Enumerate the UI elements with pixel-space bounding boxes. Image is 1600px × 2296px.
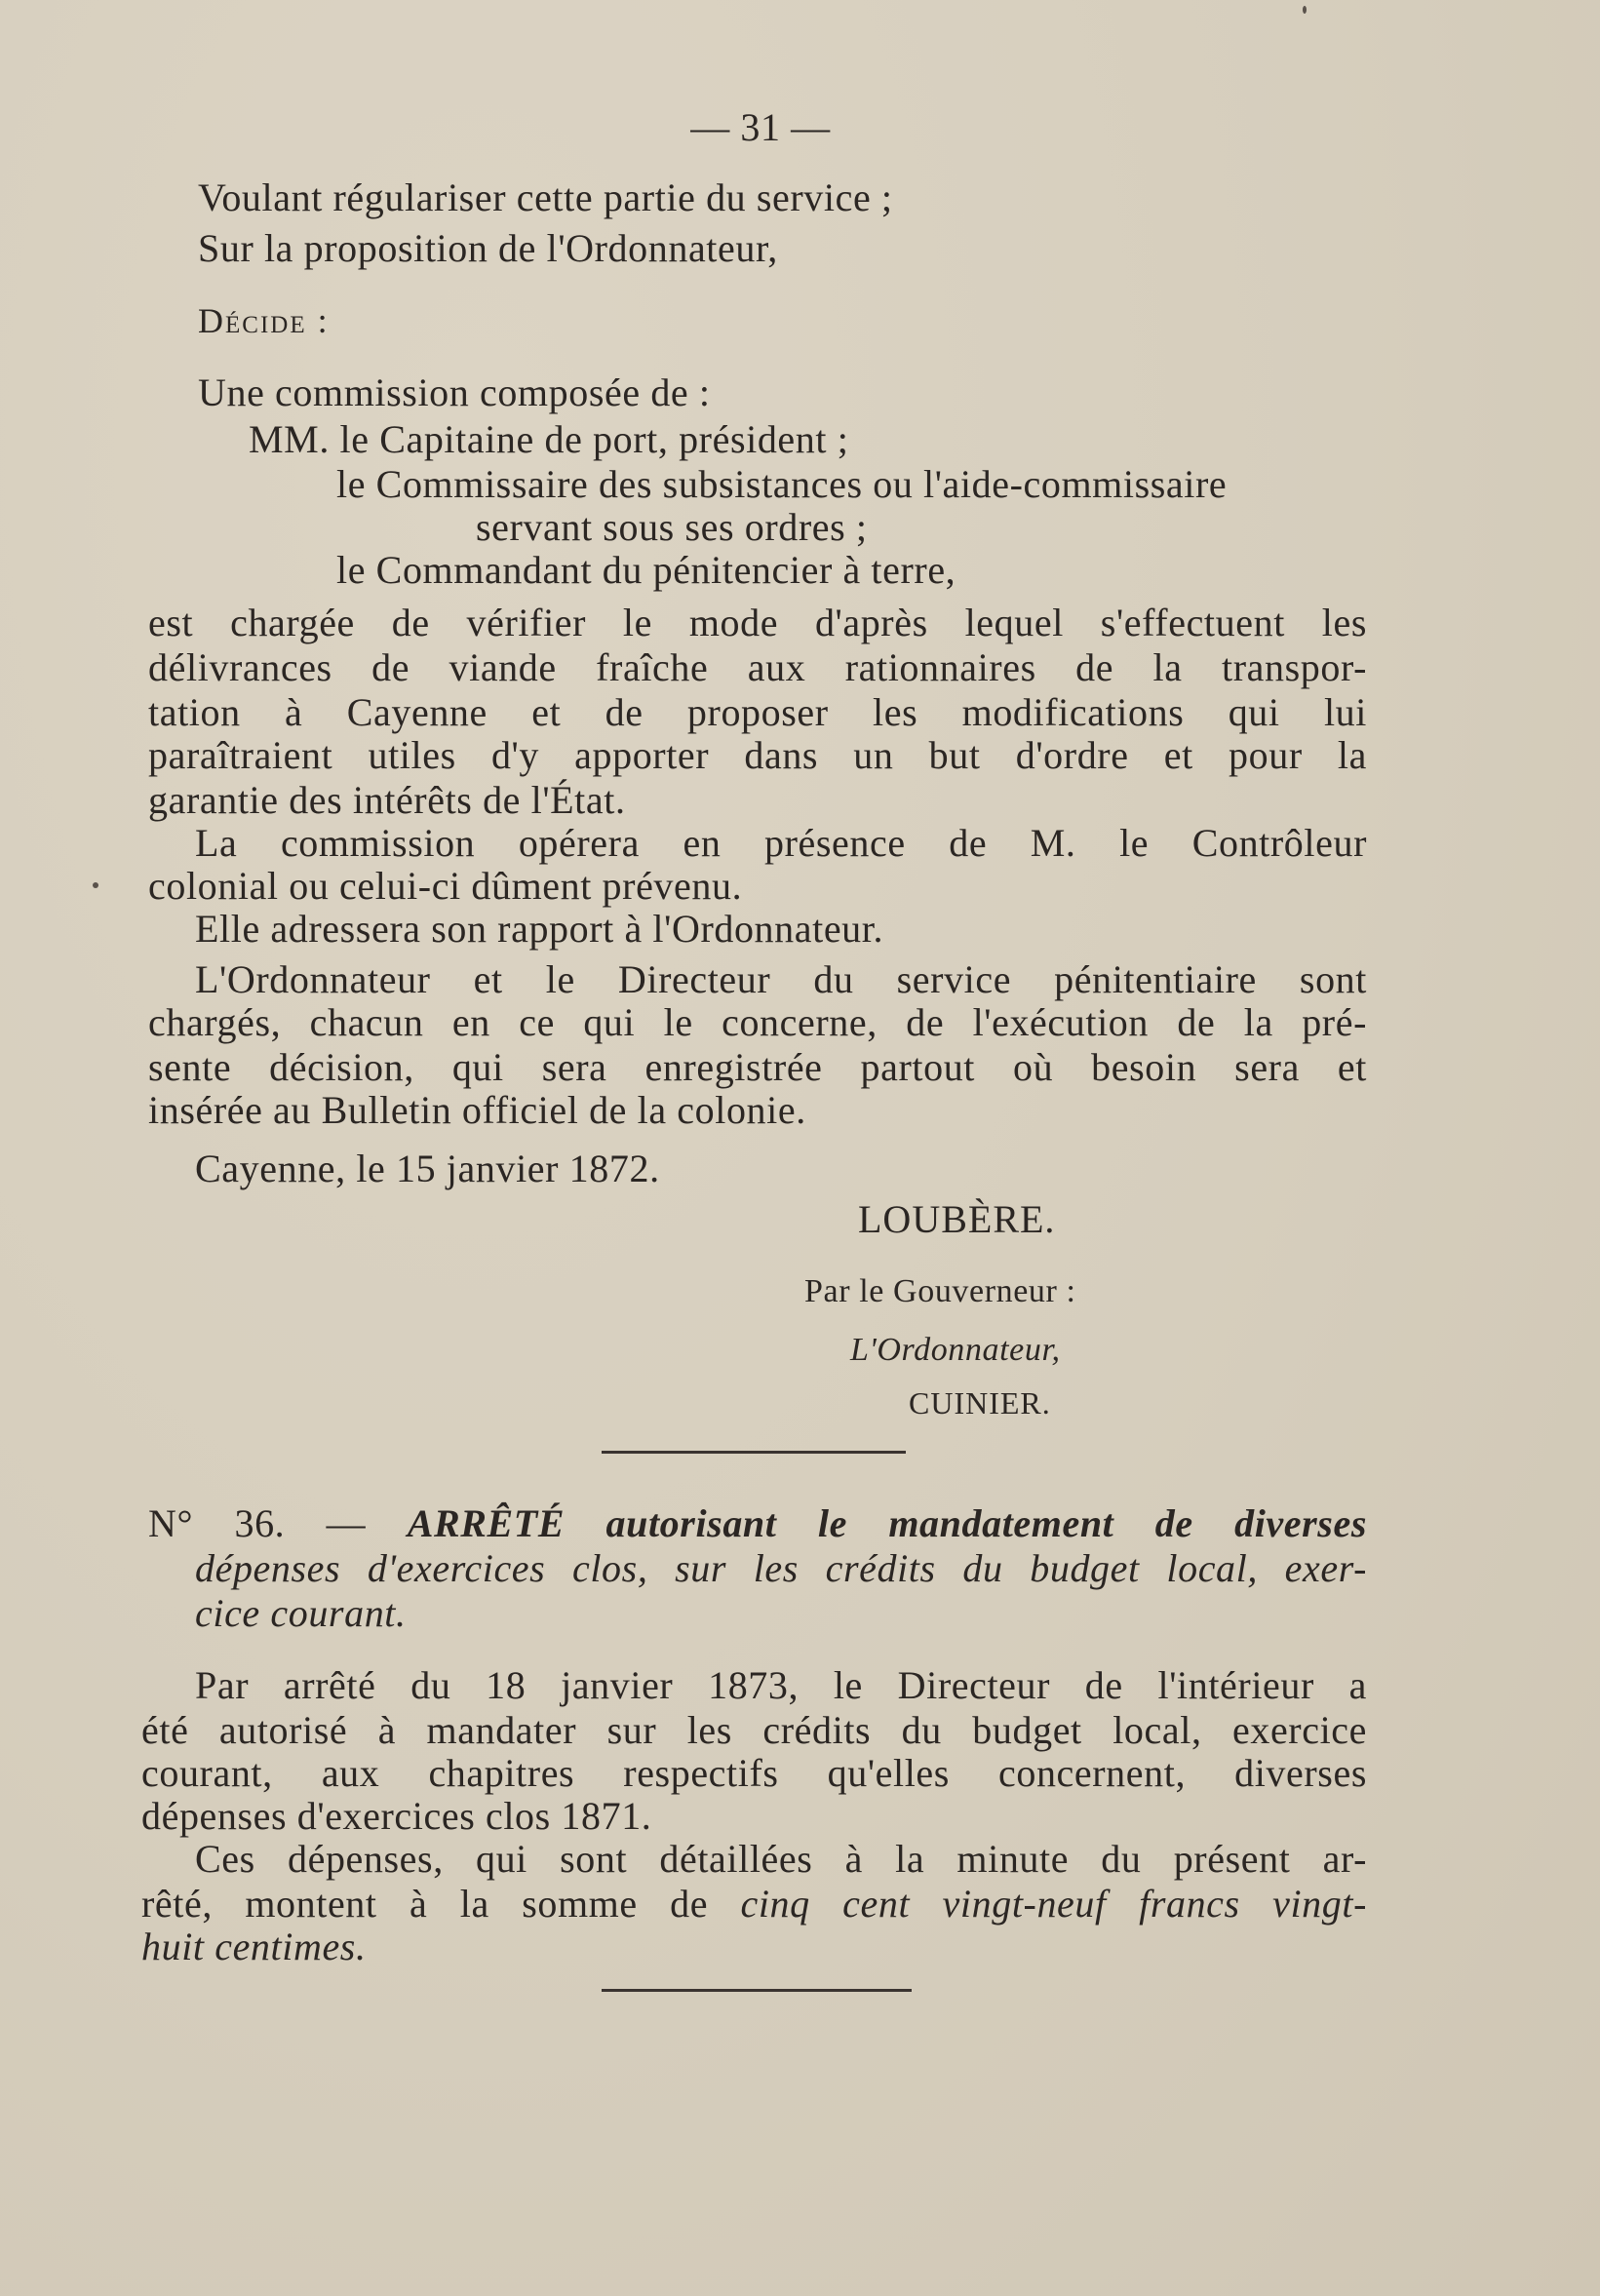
signature-cuinier: CUINIER.: [909, 1385, 1051, 1420]
member-line-4: le Commandant du pénitencier à terre,: [336, 548, 956, 592]
arrete-title: ARRÊTÉ autorisant le mandatement de diverses: [407, 1501, 1367, 1545]
para4-line-2: chargés, chacun en ce qui le concerne, de l'exécution de la pré-: [148, 1000, 1367, 1044]
para2-line-1: La commission opérera en présence de M. le Contrôleur: [195, 821, 1367, 865]
commission-intro: Une commission composée de :: [198, 370, 711, 414]
page-number: — 31 —: [690, 105, 831, 149]
para4-line-3: sente décision, qui sera enregistrée partout où besoin sera et: [148, 1045, 1367, 1089]
intro-line-1: Voulant régulariser cette partie du service ;: [198, 175, 893, 219]
member-line-2: le Commissaire des subsistances ou l'aide-commissaire: [336, 462, 1228, 506]
ordonnateur-title: L'Ordonnateur,: [850, 1332, 1061, 1368]
para3-line: Elle adressera son rapport à l'Ordonnateur.: [195, 907, 884, 951]
member-line-1: MM. le Capitaine de port, président ;: [249, 417, 849, 461]
arrete-para2-line-1: Ces dépenses, qui sont détaillées à la minute du présent ar-: [195, 1837, 1367, 1881]
arrete-heading-line-2: dépenses d'exercices clos, sur les crédits du budget local, exer-: [195, 1546, 1367, 1590]
arrete-para2-plain: rêté, montent à la somme de: [141, 1882, 741, 1926]
arrete-heading-line-1: [148, 1501, 1367, 1546]
body-line-1: est chargée de vérifier le mode d'après lequel s'effectuent les: [148, 601, 1367, 644]
margin-speck: [1303, 6, 1307, 14]
arrete-number: N° 36. —: [148, 1501, 367, 1545]
arrete-para2-line-2: [141, 1882, 1367, 1926]
para2-line-2: colonial ou celui-ci dûment prévenu.: [148, 864, 743, 908]
member-line-3: servant sous ses ordres ;: [476, 505, 868, 549]
decide-heading: Décide :: [198, 301, 330, 340]
divider-rule-2: [602, 1989, 912, 1992]
body-line-4: paraîtraient utiles d'y apporter dans un but d'ordre et pour la: [148, 733, 1367, 777]
intro-line-2: Sur la proposition de l'Ordonnateur,: [198, 226, 778, 270]
arrete-heading-line-3: cice courant.: [195, 1591, 407, 1635]
arrete-para1-line-1: Par arrêté du 18 janvier 1873, le Directeur de l'intérieur a: [195, 1663, 1367, 1707]
body-line-5: garantie des intérêts de l'État.: [148, 778, 626, 822]
par-le-gouverneur: Par le Gouverneur :: [804, 1273, 1076, 1309]
signatory-name: LOUBÈRE.: [858, 1197, 1056, 1241]
body-line-2: délivrances de viande fraîche aux rationnaires de la transpor-: [148, 645, 1367, 689]
arrete-para1-line-2: été autorisé à mandater sur les crédits du budget local, exercice: [141, 1708, 1367, 1752]
divider-rule-1: [602, 1451, 906, 1454]
arrete-para1-line-4: dépenses d'exercices clos 1871.: [141, 1794, 652, 1838]
arrete-para1-line-3: courant, aux chapitres respectifs qu'elles concernent, diverses: [141, 1751, 1367, 1795]
margin-speck: [93, 882, 98, 888]
body-line-3: tation à Cayenne et de proposer les modifications qui lui: [148, 690, 1367, 734]
para4-line-4: insérée au Bulletin officiel de la colonie.: [148, 1088, 806, 1132]
arrete-para2-amount: cinq cent vingt-neuf francs vingt-: [740, 1882, 1367, 1926]
date-line: Cayenne, le 15 janvier 1872.: [195, 1147, 660, 1190]
arrete-para2-line-3: huit centimes.: [141, 1925, 367, 1968]
para4-line-1: L'Ordonnateur et le Directeur du service pénitentiaire sont: [195, 957, 1367, 1001]
